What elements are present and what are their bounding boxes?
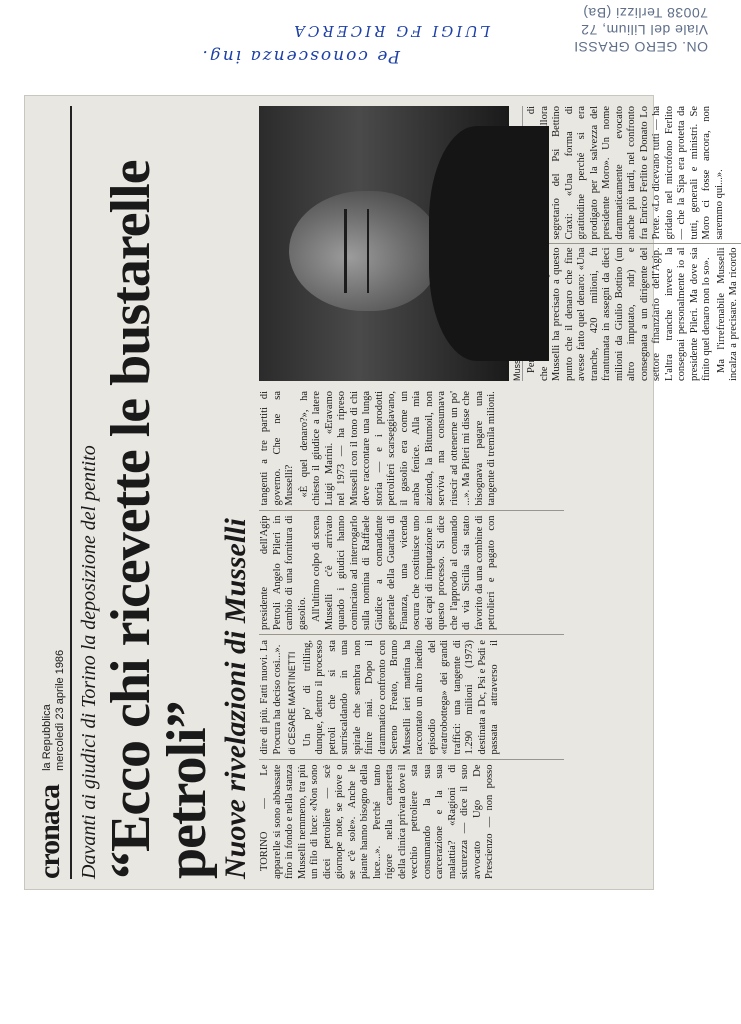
masthead xyxy=(33,106,72,879)
article-paragraph: che Musselli ha precisato a questo punto che il denaro che fine avesse fatto quel denaro: «Una tranche, 420 milioni, fu frantumata in assegni da dieci milioni da Giulio Bottino (un altro imputato, ndr) e consegnata a un dirigente del settore finanziario dell'Agip. L'altra tranche invece la consegnai personalmente io al presidente Pileri. Ma dove sia finito quel denaro non lo so». xyxy=(538,247,712,381)
sender-stamp xyxy=(498,4,708,55)
stamp-name: ON. GERO GRASSI xyxy=(573,39,708,55)
article-paragraph: «È quel denaro?», ha chiesto il giudice a latere Luigi Marini. «Eravamo nel 1973 — ha ripreso Musselli con il tono di chi deve raccontare una lunga storia — e i prodotti petroliferi scarseggiavano, il gasolio era come un araba fenice. Alla mia azienda, la Bitumoil, non serviva ma consumava riuscir ad ottenerne un po' ...». Ma Pileri mi disse che bisognava pagare una tangente di tremila milioni. xyxy=(298,391,497,506)
portrait-photo xyxy=(259,106,509,381)
stamp-city: 70038 Terlizzi (Ba) xyxy=(582,5,708,21)
article-paragraph: Ma l'irrefrenabile Musselli incalza a precisare. Ma ricordo di all'allora segretario del Psi Bettino Craxi: «Una forma di gratitudine perché si era prodigato per la salvezza del presidente Moro». Un nome drammaticamente evocato anche più tardi, nel confronto fra Enrico Ferlito e Donato Lo Prete. «Lo dicevano tutti — ha gridato nel microfono Ferlito — che la Sipa era protetta da tutti, generali e ministri. Se Moro ci fosse ancora, non saremmo qui...». xyxy=(526,106,739,381)
handwritten-note xyxy=(110,22,490,66)
publication-date: mercoledì 23 aprile 1986 xyxy=(54,649,66,771)
handwritten-line-1: Pe conoscenza ing. xyxy=(200,46,400,66)
photo-glasses xyxy=(344,209,369,293)
photo-coat xyxy=(429,126,549,361)
article-paragraph: TORINO — Le apparelle si sono abbassate fino in fondo e nella stanza Musselli nemmeno, tra più un filo di luce: «Non sono dicei petroliere — scè giornope note, se piove o se c'è sole». Anche le piante hanno bisogno della luce...». Perché tanto rigore nella cameretta della clinica privata dove il vecchio petroliere sta consumando la sua carcerazione e la sua malattia? «Ragioni di sicurezza — dice il suo avvocato Ugo De Prescienzo — non posso dire di più. Fatti nuovi. La Procura ha deciso così...». xyxy=(259,640,495,879)
handwritten-line-2: LUIGI FG RICERCA xyxy=(291,22,490,40)
stamp-street: Viale del Lilium, 72 xyxy=(580,22,708,38)
article-subheadline: Nuove rivelazioni di Musselli xyxy=(219,518,252,879)
article-paragraph: Un po' di trilling, dunque, dentro il processo petroli che si sta surriscaldando in una spirale che sembra non finire mai. Dopo il drammatico confronto con Sereno Freato, Bruno Musselli ieri mattina ha raccontato un altro inedito episodio del «tratrobottega» dei grandi traffici: una tangente di 1.290 milioni (1973) destinata a Dc, Psi e Psdi e passata attraverso il presidente dell'Agip Petroli Angelo Pileri in cambio di una fornitura di gasolio. xyxy=(259,515,500,755)
photo-block xyxy=(259,106,741,381)
section-title: cronaca xyxy=(33,784,66,879)
publication-name: la Repubblica xyxy=(41,704,53,771)
byline: di CESARE MARTINETTI xyxy=(287,651,297,755)
article-headline: “Ecco chi ricevette le bustarelle petroli” xyxy=(100,160,218,879)
newspaper-clipping xyxy=(24,95,739,890)
article-columns xyxy=(259,391,564,879)
article-kicker: Davanti ai giudici di Torino la deposizione del pentito xyxy=(78,445,100,879)
publication-info xyxy=(41,650,67,771)
article-paragraph: All'ultimo colpo di scena Musselli c'è arrivato quando i giudici hanno cominciato ad interrogarlo sulla nomina di Raffaele Giudice a comandante generale della Guardia di Finanza, una vicenda oscura che costituisce uno dei capi di imputazione in questo processo. Si dice che l'approdo al comando di via Sicilia sia stato favorito da una combine di petrolieri e pagato con tangenti a tre partiti di governo. Che ne sa Musselli? xyxy=(259,391,497,630)
photo-side-columns xyxy=(526,106,741,381)
article-body xyxy=(259,106,741,879)
newspaper-clipping-frame xyxy=(24,95,739,890)
